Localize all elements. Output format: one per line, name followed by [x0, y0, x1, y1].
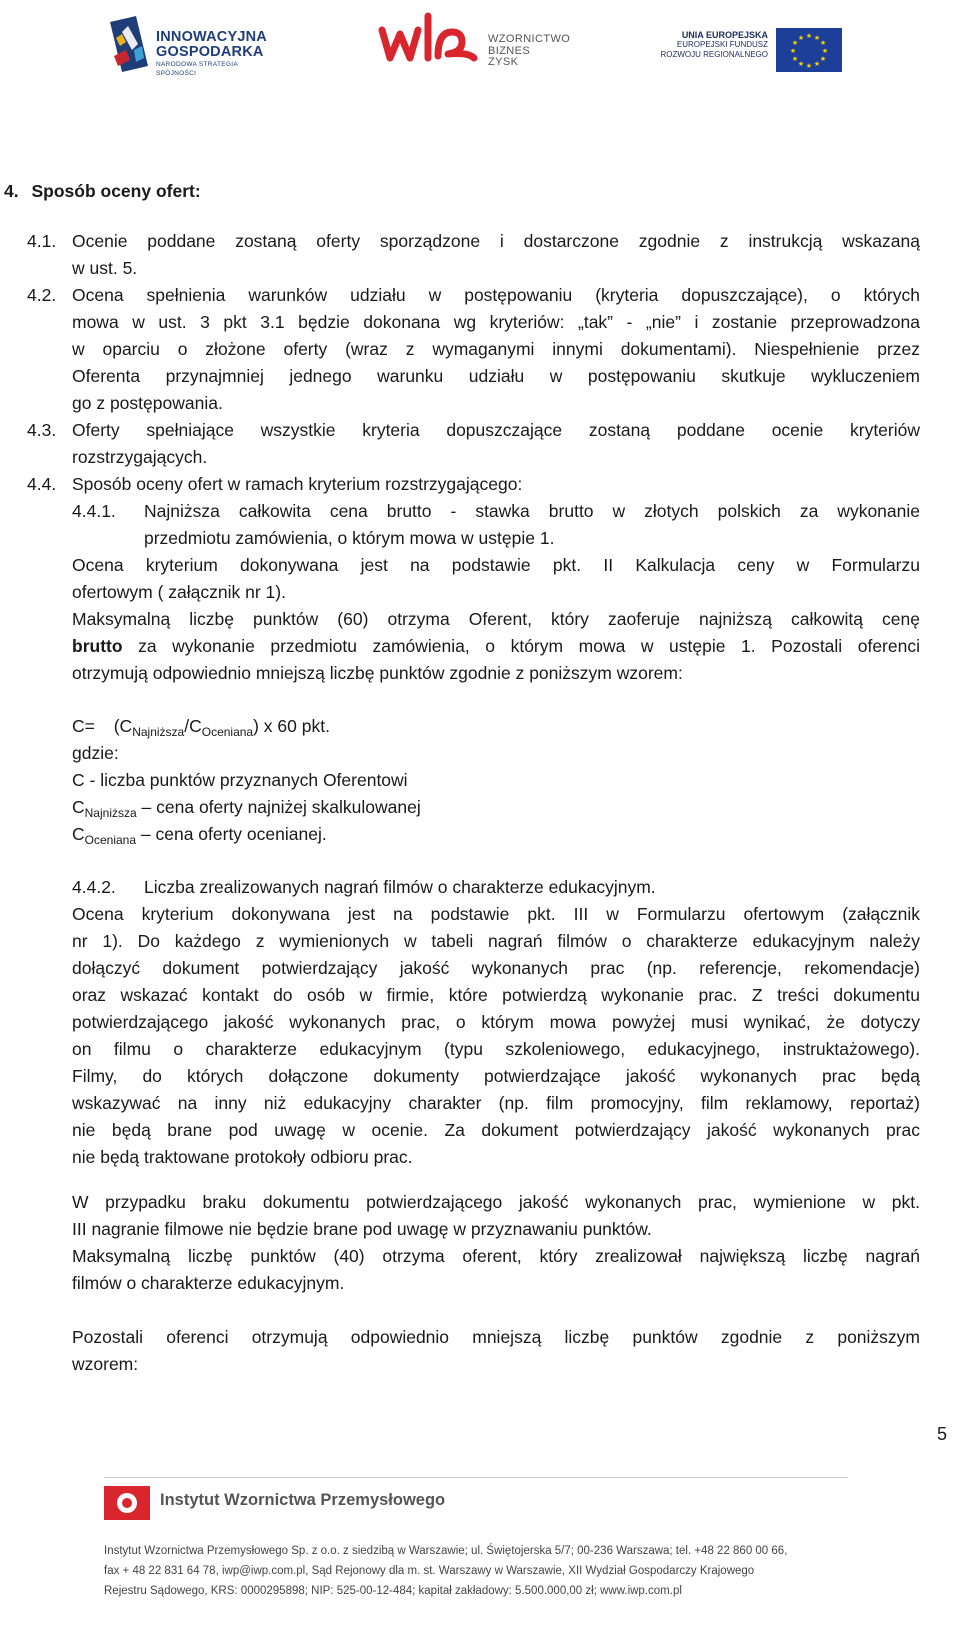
item-4-4-1-line1: Najniższa całkowita cena brutto - stawka brutto w złotych polskich za wykonanie: [144, 501, 920, 521]
formula-open: (C: [113, 716, 133, 736]
item-4-3-number: 4.3.: [27, 420, 57, 440]
max1-line3: otrzymują odpowiednio mniejszą liczbę punktów zgodnie z poniższym wzorem:: [72, 663, 683, 683]
pozostali-line1: Pozostali oferenci otrzymują odpowiednio mniejszą liczbę punktów zgodnie z poniższym: [72, 1327, 920, 1347]
def-co-sub: Oceniana: [84, 833, 137, 847]
wbz-line2: BIZNES: [488, 44, 531, 57]
formula: [72, 713, 330, 741]
ue-line3: ROZWOJU REGIONALNEGO: [660, 50, 768, 59]
formula-lhs: C=: [72, 716, 95, 736]
item-4-2-number: 4.2.: [27, 285, 57, 305]
film-line1: Ocena kryterium dokonywana jest na podstawie pkt. III w Formularzu ofertowym (załącznik: [72, 904, 920, 924]
svg-text:★: ★: [813, 60, 821, 68]
svg-text:★: ★: [789, 47, 797, 55]
ue-line2: EUROPEJSKI FUNDUSZ: [676, 40, 768, 49]
ig-line2: GOSPODARKA: [156, 44, 264, 60]
max2-line1: Maksymalną liczbę punktów (40) otrzyma oferent, który zrealizował największą liczbę nagrań: [72, 1246, 920, 1266]
def-co-text: – cena oferty ocenianej.: [136, 824, 327, 844]
item-4-3-line2: rozstrzygających.: [72, 447, 208, 467]
svg-text:★: ★: [797, 34, 805, 42]
wbz-line3: ZYSK: [488, 56, 519, 68]
item-4-2-line4: Oferenta przynajmniej jednego warunku udziału w postępowaniu skutkuje wykluczeniem: [72, 366, 920, 386]
film-line5: potwierdzającego jakość wykonanych prac, o którym mowa powyżej musi wynikać, że dotyczy: [72, 1012, 920, 1032]
item-4-1-line2: w ust. 5.: [72, 258, 138, 278]
ocena1-line2: ofertowym ( załącznik nr 1).: [72, 582, 286, 602]
item-4-1-number: 4.1.: [27, 231, 57, 251]
svg-text:★: ★: [797, 60, 805, 68]
page-number: 5: [936, 1424, 947, 1444]
wbz-emblem-icon: [378, 12, 484, 72]
def-cn-c: C: [72, 797, 85, 817]
max1-line2-rest: za wykonanie przedmiotu zamówienia, o którym mowa w ustępie 1. Pozostali oferenci: [122, 636, 920, 656]
footer-institute-name: Instytut Wzornictwa Przemysłowego: [160, 1491, 446, 1509]
brak-line1: W przypadku braku dokumentu potwierdzającego jakość wykonanych prac, wymienione w pkt.: [72, 1192, 920, 1212]
item-4-3-line1: Oferty spełniające wszystkie kryteria dopuszczające zostaną poddane ocenie kryteriów: [72, 420, 920, 440]
max1-brutto: brutto: [72, 636, 123, 656]
footer-info-line2: fax + 48 22 831 64 78, iwp@iwp.com.pl, Sąd Rejonowy dla m. st. Warszawy w Warszawie, XII Wydział Gospodarczy Krajowego: [104, 1565, 755, 1577]
def-c-oceniana: [72, 821, 327, 849]
svg-text:★: ★: [805, 62, 813, 70]
brak-line2: III nagranie filmowe nie będzie brane pod uwagę w przyznawaniu punktów.: [72, 1219, 652, 1239]
def-co-c: C: [72, 824, 85, 844]
formula-gdzie: gdzie:: [72, 743, 119, 763]
item-4-4-number: 4.4.: [27, 474, 57, 494]
def-c-najnizsza: [72, 794, 421, 822]
film-line8: wskazywać na inny niż edukacyjny charakter (np. film promocyjny, film reklamowy, reportaż): [72, 1093, 920, 1113]
section-heading: [4, 178, 201, 206]
formula-slash: /C: [184, 716, 202, 736]
eu-flag-icon: [776, 28, 842, 72]
footer-divider: [104, 1477, 848, 1478]
svg-text:★: ★: [805, 32, 813, 40]
film-line4: oraz wskazać kontakt do osób w firmie, które potwierdzą wykonanie prac. Z treści dokumentu: [72, 985, 920, 1005]
max1-line2: [72, 633, 920, 661]
film-line6: on filmu o charakterze edukacyjnym (typu szkoleniowego, edukacyjnego, instruktażowego).: [72, 1039, 920, 1059]
header-logos: [0, 12, 960, 82]
item-4-4-line1: Sposób oceny ofert w ramach kryterium rozstrzygającego:: [72, 474, 523, 494]
innowacyjna-gospodarka-logo: [108, 16, 267, 77]
ue-line1: UNIA EUROPEJSKA: [681, 30, 768, 40]
film-line7: Filmy, do których dołączone dokumenty potwierdzające jakość wykonanych prac będą: [72, 1066, 920, 1086]
svg-text:★: ★: [819, 55, 827, 63]
wbz-line1: WZORNICTWO: [488, 33, 571, 45]
film-line3: dołączyć dokument potwierdzający jakość wykonanych prac (np. referencje, rekomendacje): [72, 958, 920, 978]
ig-emblem-icon: [108, 16, 152, 72]
svg-text:★: ★: [813, 34, 821, 42]
formula-sub-najnizsza: Najniższa: [132, 725, 185, 739]
footer-address: [104, 1541, 787, 1601]
film-line2: nr 1). Do każdego z wymienionych w tabeli nagrań filmów o charakterze edukacyjnym należy: [72, 931, 920, 951]
def-c: C - liczba punktów przyznanych Oferentowi: [72, 770, 408, 790]
ocena1-line1: Ocena kryterium dokonywana jest na podstawie pkt. II Kalkulacja ceny w Formularzu: [72, 555, 920, 575]
section-title: Sposób oceny ofert:: [31, 181, 201, 201]
item-4-4-2-line1: Liczba zrealizowanych nagrań filmów o charakterze edukacyjnym.: [144, 877, 656, 897]
pozostali-line2: wzorem:: [72, 1354, 139, 1374]
svg-text:★: ★: [821, 47, 829, 55]
svg-text:★: ★: [791, 55, 799, 63]
ig-line1: INNOWACYJNA: [156, 29, 267, 45]
svg-text:★: ★: [819, 39, 827, 47]
section-number: 4.: [4, 181, 19, 201]
footer-info-line1: Instytut Wzornictwa Przemysłowego Sp. z o.o. z siedzibą w Warszawie; ul. Świętojerska 5/7; 00-236 Warszawa; tel. +48 22 860 00 66,: [104, 1545, 788, 1557]
item-4-4-2-number: 4.4.2.: [72, 877, 116, 897]
item-4-2-line3: w oparciu o złożone oferty (wraz z wymaganymi innymi dokumentami). Niespełnienie przez: [72, 339, 920, 359]
film-line10: nie będą traktowane protokoły odbioru prac.: [72, 1147, 413, 1167]
item-4-2-line5: go z postępowania.: [72, 393, 223, 413]
ig-line3: NARODOWA STRATEGIA SPÓJNOŚCI: [156, 61, 238, 77]
item-4-4-1-number: 4.4.1.: [72, 501, 116, 521]
svg-text:★: ★: [791, 39, 799, 47]
wzornictwo-biznes-zysk-logo: [378, 12, 571, 76]
formula-sub-oceniana: Oceniana: [201, 725, 254, 739]
footer-info-line3: Rejestru Sądowego, KRS: 0000295898; NIP: 525-00-12-484; kapitał zakładowy: 5.500.000,00 zł; www.iwp.com.pl: [104, 1585, 682, 1597]
def-cn-text: – cena oferty najniżej skalkulowanej: [136, 797, 421, 817]
max2-line2: filmów o charakterze edukacyjnym.: [72, 1273, 345, 1293]
def-cn-sub: Najniższa: [84, 806, 137, 820]
item-4-2-line2: mowa w ust. 3 pkt 3.1 będzie dokonana wg kryteriów: „tak” - „nie” i zostanie przeprowadzona: [72, 312, 920, 332]
iwp-logo-icon: [104, 1486, 150, 1520]
item-4-2-line1: Ocena spełnienia warunków udziału w postępowaniu (kryteria dopuszczające), o których: [72, 285, 920, 305]
formula-tail: ) x 60 pkt.: [253, 716, 330, 736]
max1-line1: Maksymalną liczbę punktów (60) otrzyma Oferent, który zaoferuje najniższą całkowitą cenę: [72, 609, 920, 629]
film-line9: nie będą brane pod uwagę w ocenie. Za dokument potwierdzający jakość wykonanych prac: [72, 1120, 920, 1140]
item-4-1-line1: Ocenie poddane zostaną oferty sporządzone i dostarczone zgodnie z instrukcją wskazaną: [72, 231, 920, 251]
item-4-4-1-line2: przedmiotu zamówienia, o którym mowa w ustępie 1.: [144, 528, 555, 548]
